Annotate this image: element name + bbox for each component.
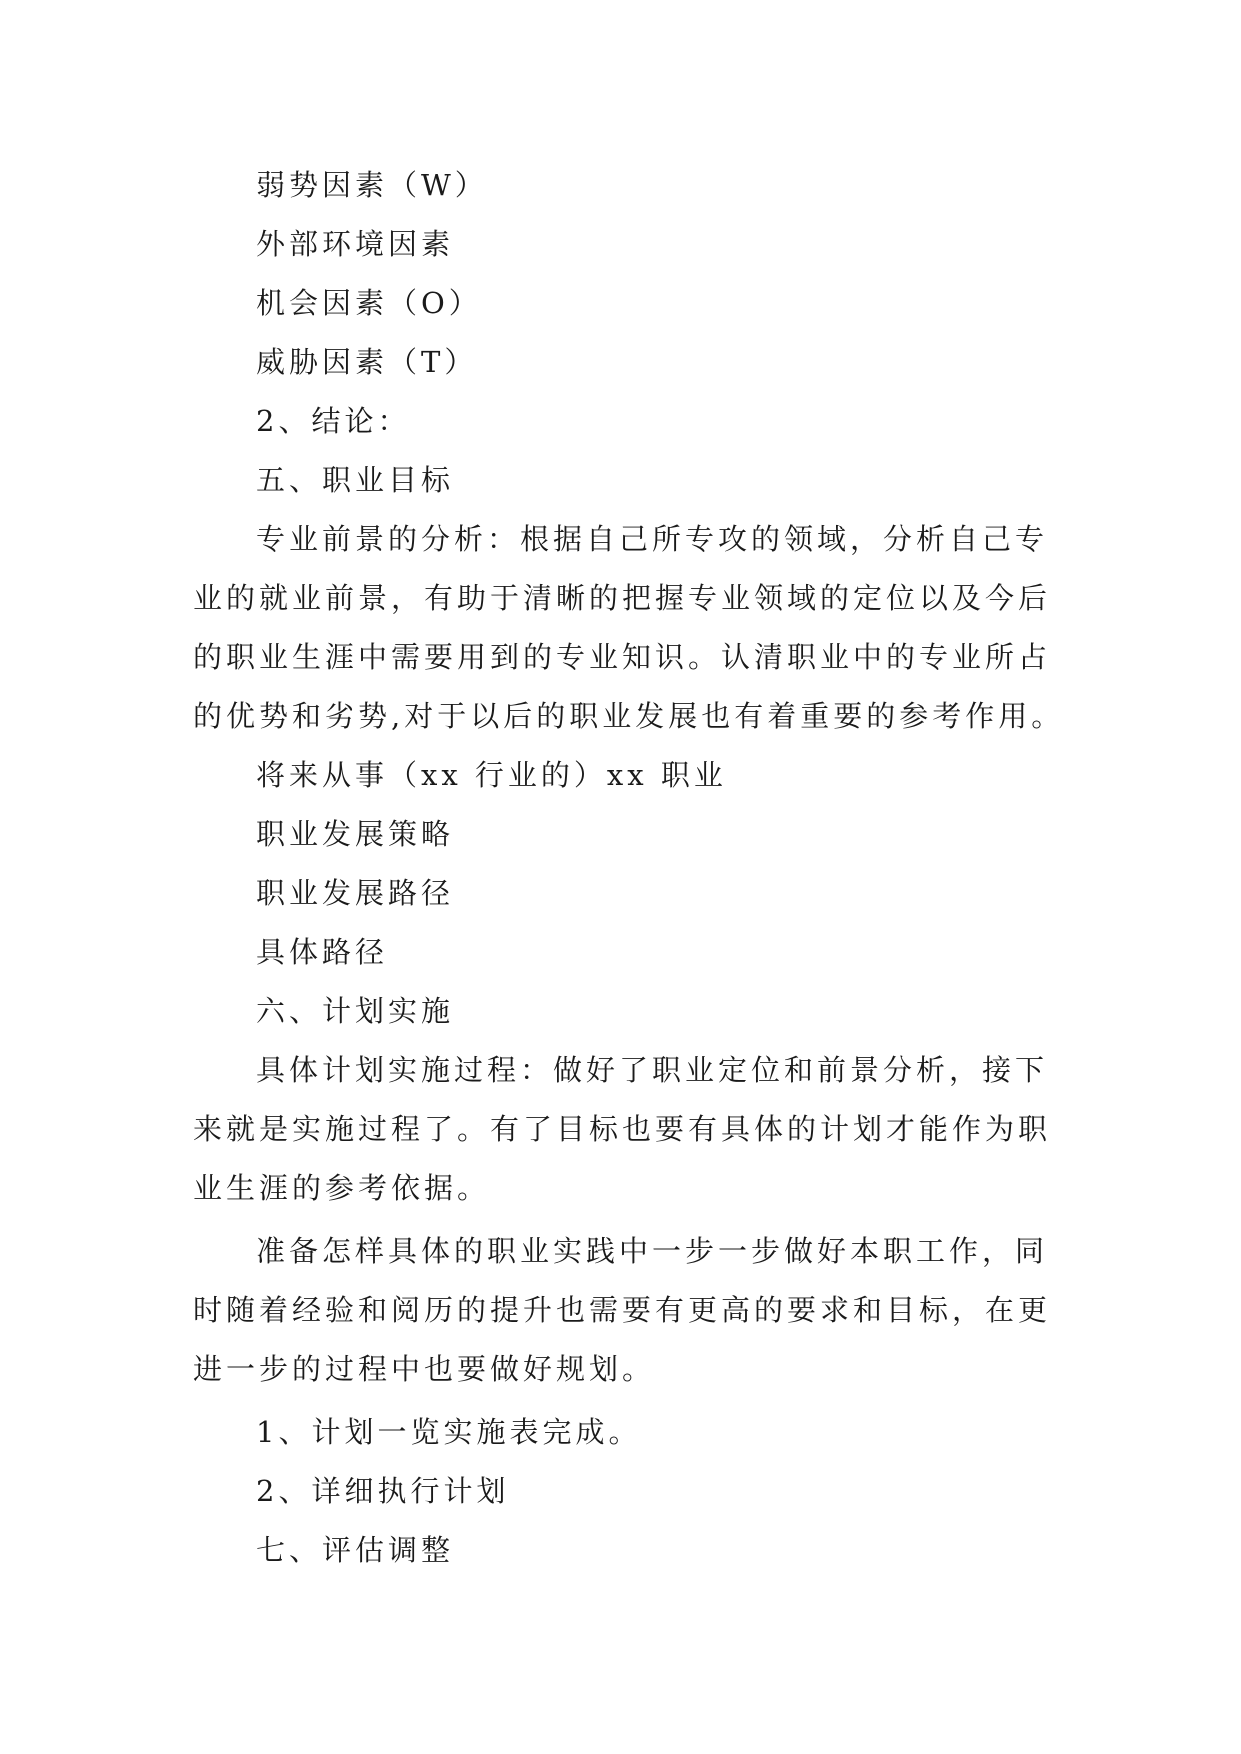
paragraph-line: 准备怎样具体的职业实践中一步一步做好本职工作，同 <box>256 1234 1049 1268</box>
paragraph-line: 的优势和劣势,对于以后的职业发展也有着重要的参考作用。 <box>193 699 1065 733</box>
paragraph-line: 具体计划实施过程：做好了职业定位和前景分析，接下 <box>256 1053 1049 1087</box>
text-line: 职业发展策略 <box>256 817 455 851</box>
section-heading: 五、职业目标 <box>256 463 455 497</box>
section-heading: 六、计划实施 <box>256 994 455 1028</box>
paragraph-line: 专业前景的分析：根据自己所专攻的领域，分析自己专 <box>256 522 1049 556</box>
text-line: 威胁因素（T） <box>256 345 478 379</box>
paragraph-line: 业的就业前景，有助于清晰的把握专业领域的定位以及今后 <box>193 581 1052 615</box>
text-line: 外部环境因素 <box>256 227 455 261</box>
paragraph-line: 来就是实施过程了。有了目标也要有具体的计划才能作为职 <box>193 1112 1052 1146</box>
section-heading: 七、评估调整 <box>256 1533 455 1567</box>
text-line: 具体路径 <box>256 935 389 969</box>
text-line: 1、计划一览实施表完成。 <box>256 1415 642 1449</box>
paragraph-line: 的职业生涯中需要用到的专业知识。认清职业中的专业所占 <box>193 640 1052 674</box>
text-line: 2、详细执行计划 <box>256 1474 510 1508</box>
paragraph-line: 时随着经验和阅历的提升也需要有更高的要求和目标，在更 <box>193 1293 1052 1327</box>
text-line: 职业发展路径 <box>256 876 455 910</box>
text-line: 将来从事（xx 行业的）xx 职业 <box>256 758 727 792</box>
paragraph-line: 业生涯的参考依据。 <box>193 1171 491 1205</box>
text-line: 机会因素（O） <box>256 286 482 320</box>
text-line: 弱势因素（W） <box>256 168 488 202</box>
text-line: 2、结论： <box>256 404 411 438</box>
paragraph-line: 进一步的过程中也要做好规划。 <box>193 1352 656 1386</box>
